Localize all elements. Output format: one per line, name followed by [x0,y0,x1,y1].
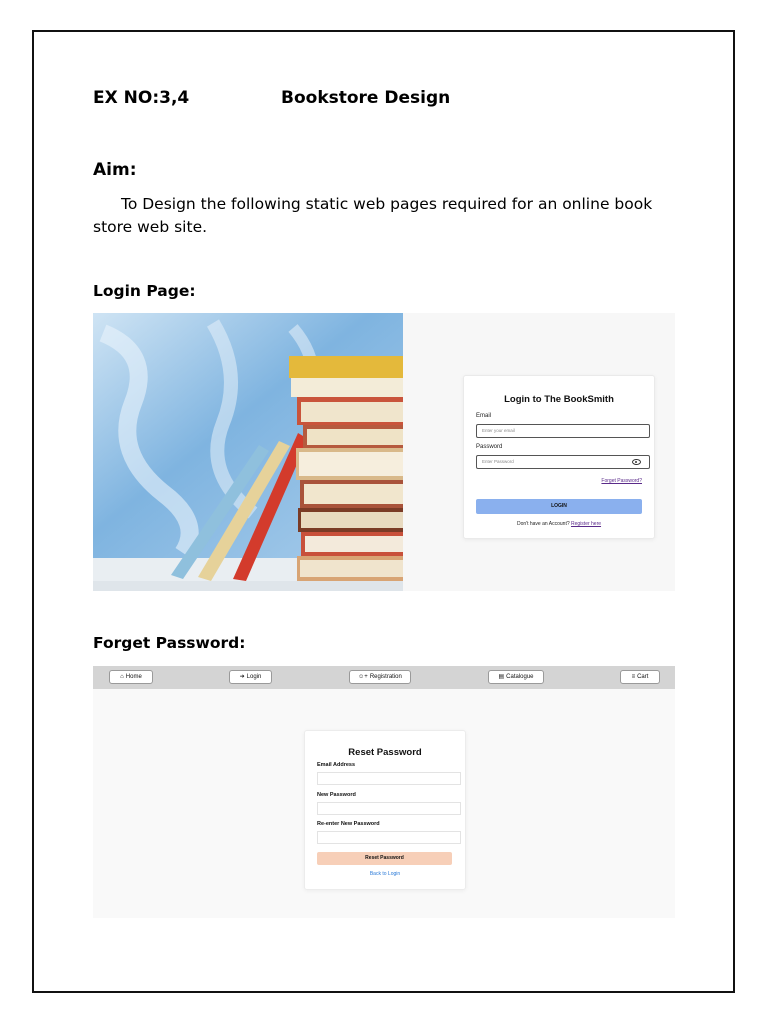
reset-password-button[interactable]: Reset Password [317,852,452,865]
nav-catalogue-label: Catalogue [506,674,534,680]
password-input[interactable] [476,455,650,469]
forget-password-screenshot [93,666,675,918]
password-placeholder: Enter Password [482,459,514,464]
cart-icon: ≡ [631,674,636,680]
nav-login-label: Login [246,674,262,680]
nav-registration-label: Registration [369,674,402,680]
login-form-title: Login to The BookSmith [504,394,614,405]
register-prompt [464,521,654,527]
register-link[interactable]: Register here [571,521,602,527]
book-icon: ▤ [498,674,505,680]
email-label: Email [476,413,492,419]
aim-text: To Design the following static web pages required for an online book store web site. [93,195,653,236]
login-button[interactable]: LOGIN [476,499,642,514]
user-plus-icon: ☺+ [358,674,368,680]
login-form-card [463,375,655,539]
nav-cart-label: Cart [637,674,649,680]
email-input[interactable]: Enter your email [476,424,650,438]
nav-home-label: Home [125,674,142,680]
forget-password-heading: Forget Password: [93,634,246,652]
nav-registration-button[interactable] [349,670,411,684]
reenter-password-input[interactable] [317,831,461,844]
reenter-password-label: Re-enter New Password [317,821,380,827]
nav-login-button[interactable] [229,670,272,684]
nav-cart-button[interactable] [620,670,660,684]
back-to-login-link[interactable]: Back to Login [369,871,401,877]
new-password-label: New Password [317,792,356,798]
nav-catalogue-button[interactable] [488,670,544,684]
login-icon: ➜ [239,674,245,680]
email-address-label: Email Address [317,762,356,768]
navbar [93,666,675,689]
books-photo [93,313,403,591]
forgot-password-link[interactable]: Forget Password? [601,478,642,484]
exercise-number: EX NO:3,4 [93,88,190,108]
reset-password-card [304,730,466,890]
register-prompt-text: Don't have an Account? [516,521,570,527]
new-password-input[interactable] [317,802,461,815]
aim-heading: Aim: [93,160,137,180]
email-address-input[interactable] [317,772,461,785]
document-title: Bookstore Design [281,88,451,108]
password-label: Password [476,444,503,450]
reset-password-title: Reset Password [348,747,422,758]
login-page-heading: Login Page: [93,282,196,300]
nav-home-button[interactable] [109,670,153,684]
eye-icon[interactable] [632,459,641,465]
home-icon: ⌂ [120,674,124,680]
login-page-screenshot [93,313,675,591]
